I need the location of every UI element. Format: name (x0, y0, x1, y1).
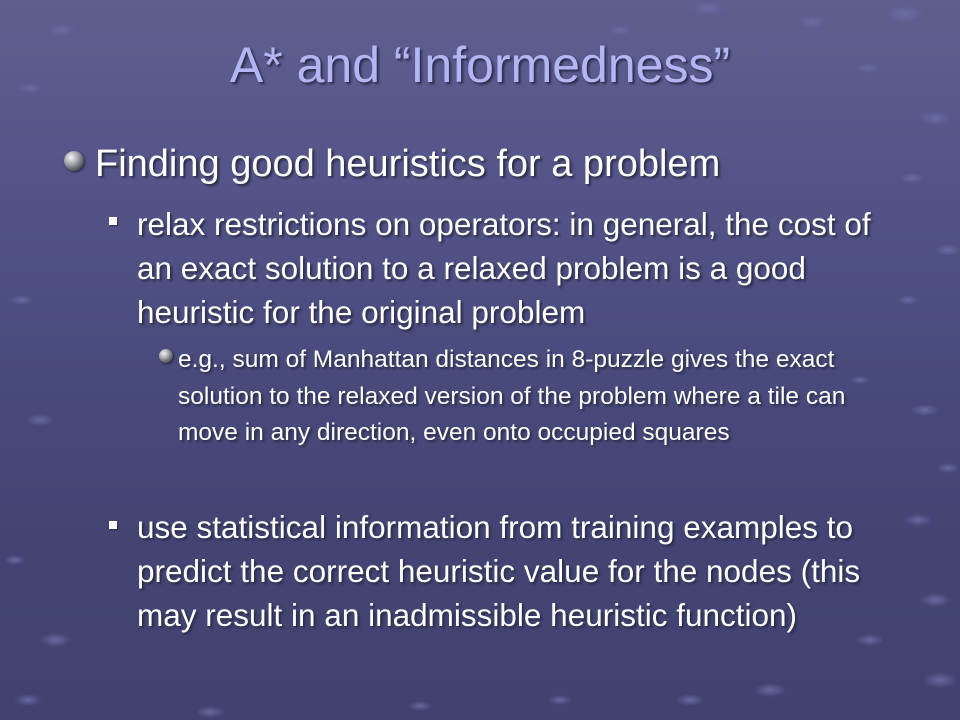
sphere-bullet-icon (64, 151, 84, 171)
square-bullet-icon (109, 217, 117, 225)
square-bullet-icon (109, 521, 117, 529)
sphere-bullet-icon (159, 349, 173, 363)
slide-title: A* and “Informedness” (229, 37, 731, 93)
bullet-item-relax-restrictions: relax restrictions on operators: in general, the cost of an exact solution to a relaxed problem is a good heuristic for the original problem (137, 206, 871, 330)
bullet-item-statistical-information: use statistical information from training examples to predict the correct heuristic value for the nodes (this may result in an inadmissible heuristic function) (137, 509, 861, 633)
bullet-item-finding-heuristics: Finding good heuristics for a problem (95, 143, 721, 185)
bullet-item-manhattan-example: e.g., sum of Manhattan distances in 8-puzzle gives the exact solution to the relaxed version of the problem where a tile can move in any direction, even onto occupied squares (178, 346, 846, 446)
